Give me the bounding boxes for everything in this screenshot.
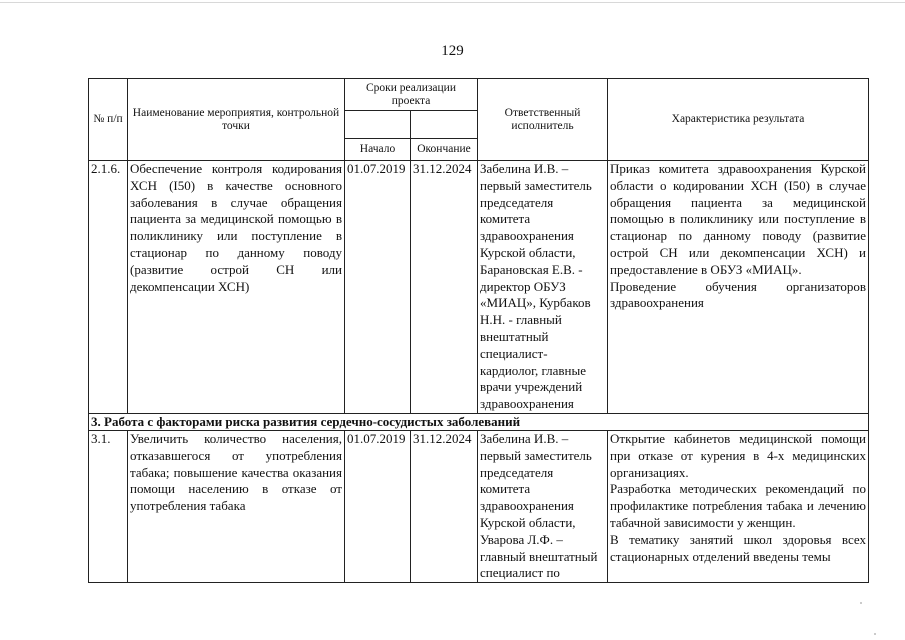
header-num: № п/п <box>89 79 128 161</box>
header-responsible: Ответственный исполнитель <box>478 79 608 161</box>
scan-speck <box>874 633 876 635</box>
row-end: 31.12.2024 <box>411 161 478 414</box>
page-top-edge <box>0 2 905 3</box>
page-number: 129 <box>441 43 464 59</box>
header-period-spacer <box>411 111 478 139</box>
header-name: Наименование мероприятия, контрольной точки <box>128 79 345 161</box>
result-paragraph: В тематику занятий школ здоровья всех стационарных отделений введены темы <box>610 531 867 564</box>
row-num: 3.1. <box>89 430 128 582</box>
section-title: 3. Работа с факторами риска развития сердечно-сосудистых заболеваний <box>89 413 869 430</box>
table-row <box>89 161 869 414</box>
row-num: 2.1.6. <box>89 161 128 414</box>
row-responsible: Забелина И.В. – первый заместитель председателя комитета здравоохранения Курской области, Барановская Е.В. - директор ОБУЗ «МИАЦ», Курбаков Н.Н. - главный внештатный специалист-кардиолог, главные врачи учреждений здравоохранения <box>478 161 608 414</box>
activities-table <box>88 78 869 583</box>
result-paragraph: Проведение обучения организаторов здравоохранения <box>610 278 867 311</box>
result-paragraph: Разработка методических рекомендаций по профилактике потребления табака и лечению табачной зависимости у женщин. <box>610 481 867 530</box>
table-row <box>89 430 869 582</box>
scan-speck <box>860 602 862 604</box>
row-start: 01.07.2019 <box>345 161 411 414</box>
header-start: Начало <box>345 139 411 161</box>
row-result <box>608 161 869 414</box>
header-end: Окончание <box>411 139 478 161</box>
header-period-spacer <box>345 111 411 139</box>
row-end: 31.12.2024 <box>411 430 478 582</box>
result-paragraph: Приказ комитета здравоохранения Курской области о кодировании ХСН (I50) в случае обращения пациента за медицинской помощью в поликлинику или поступление в стационар по данному поводу (развитие острой СН или декомпенсации ХСН) и предоставление в ОБУЗ «МИАЦ». <box>610 161 867 277</box>
row-result <box>608 430 869 582</box>
row-responsible: Забелина И.В. – первый заместитель председателя комитета здравоохранения Курской области, Уварова Л.Ф. – главный внештатный специалист по <box>478 430 608 582</box>
section-row <box>89 413 869 430</box>
header-period: Сроки реализации проекта <box>345 79 478 111</box>
row-name: Обеспечение контроля кодирования ХСН (I50) в качестве основного заболевания в случае обращения пациента за медицинской помощью в поликлинику или поступление в стационар по данному поводу (развитие острой СН или декомпенсации ХСН) <box>128 161 345 414</box>
result-paragraph: Открытие кабинетов медицинской помощи при отказе от курения в 4-х медицинских организациях. <box>610 430 867 480</box>
header-result: Характеристика результата <box>608 79 869 161</box>
row-start: 01.07.2019 <box>345 430 411 582</box>
row-name: Увеличить количество населения, отказавшегося от употребления табака; повышение качества оказания помощи населению в отказе от употребления табака <box>128 430 345 582</box>
